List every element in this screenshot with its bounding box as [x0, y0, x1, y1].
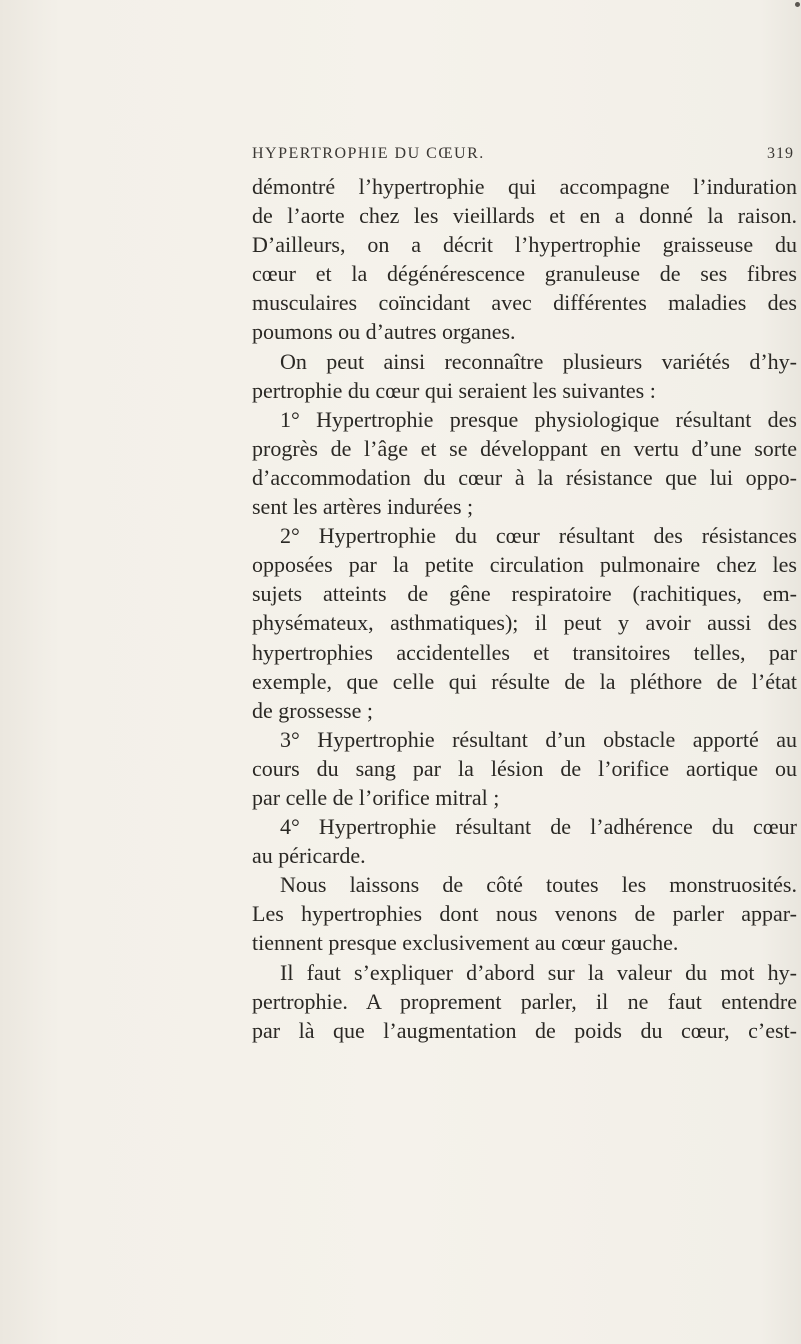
text-line: au péricarde.	[252, 843, 366, 869]
running-head: HYPERTROPHIE DU CŒUR.	[252, 145, 485, 162]
ink-speck	[795, 2, 800, 7]
text-line: Les hypertrophies dont nous venons de parler appar-	[252, 901, 797, 927]
text-line: On peut ainsi reconnaître plusieurs variétés d’hy-	[280, 348, 797, 374]
text-line: par là que l’augmentation de poids du cœur, c’est-	[252, 1017, 797, 1043]
text-line: démontré l’hypertrophie qui accompagne l’induration	[252, 174, 797, 199]
page-number: 319	[767, 145, 794, 162]
text-line: hypertrophies accidentelles et transitoires telles, par	[252, 639, 797, 665]
text-line: musculaires coïncidant avec différentes maladies des	[252, 290, 797, 316]
text-line: cours du sang par la lésion de l’orifice aortique ou	[252, 755, 797, 781]
text-line: Nous laissons de côté toutes les monstruosités.	[280, 872, 797, 898]
text-line: sent les artères indurées ;	[252, 494, 474, 520]
text-line: pertrophie. A proprement parler, il ne faut entendre	[252, 988, 797, 1014]
text-line: exemple, que celle qui résulte de la pléthore de l’état	[252, 668, 797, 694]
page-header	[252, 145, 794, 171]
text-line: 3° Hypertrophie résultant d’un obstacle apporté au	[280, 726, 797, 752]
text-line: de grossesse ;	[252, 697, 373, 723]
text-line: poumons ou d’autres organes.	[252, 319, 516, 345]
text-line: d’accommodation du cœur à la résistance que lui oppo-	[252, 464, 797, 490]
text-line: Il faut s’expliquer d’abord sur la valeur du mot hy-	[280, 959, 797, 985]
text-line: D’ailleurs, on a décrit l’hypertrophie graisseuse du	[252, 232, 797, 258]
text-line: pertrophie du cœur qui seraient les suivantes :	[252, 377, 656, 403]
text-line: 2° Hypertrophie du cœur résultant des résistances	[280, 523, 797, 549]
text-line: tiennent presque exclusivement au cœur gauche.	[252, 930, 679, 956]
text-line: de l’aorte chez les vieillards et en a donné la raison.	[252, 203, 797, 229]
text-line: 1° Hypertrophie presque physiologique résultant des	[280, 406, 797, 432]
text-line: opposées par la petite circulation pulmonaire chez les	[252, 552, 797, 578]
text-line: progrès de l’âge et se développant en vertu d’une sorte	[252, 435, 797, 461]
body-text	[252, 172, 797, 1045]
text-line: cœur et la dégénérescence granuleuse de ses fibres	[252, 261, 797, 287]
text-line: physémateux, asthmatiques); il peut y avoir aussi des	[252, 610, 797, 636]
text-line: par celle de l’orifice mitral ;	[252, 784, 500, 810]
text-line: 4° Hypertrophie résultant de l’adhérence du cœur	[280, 814, 797, 840]
text-line: sujets atteints de gêne respiratoire (rachitiques, em-	[252, 581, 797, 607]
